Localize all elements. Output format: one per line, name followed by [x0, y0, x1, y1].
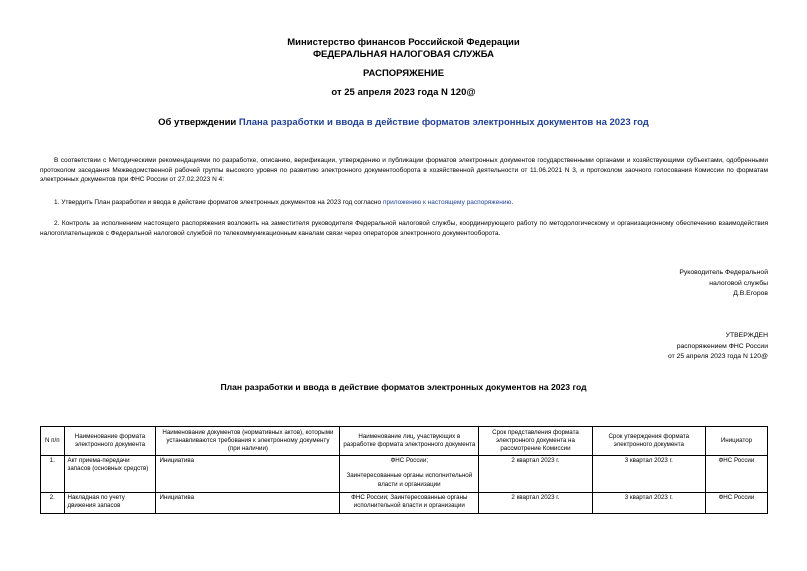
cell-num: 2. [41, 493, 65, 514]
approval-block [668, 331, 768, 363]
paragraph-item-2: 2. Контроль за исполнением настоящего распоряжения возложить на заместителя руководителя Федеральной налоговой службы, координирующего работу по методологическому и организационному обеспечению взаимодействия налогоплательщиков с Федеральной налоговой службой по телекоммуникационным каналам связи через операторов электронного документооборота. [40, 220, 768, 237]
cell-format-name: Акт приема-передачи запасов (основных средств) [64, 456, 156, 493]
header-format-name: Наименование формата электронного документа [64, 427, 156, 456]
document-title [0, 117, 807, 128]
service-name: ФЕДЕРАЛЬНАЯ НАЛОГОВАЯ СЛУЖБА [312, 49, 495, 60]
signature-position-line1: Руководитель Федеральной [679, 269, 768, 276]
item-1-suffix: . [511, 199, 514, 206]
ministry-name: Министерство финансов Российской Федерации [287, 37, 520, 48]
header-initiator: Инициатор [705, 427, 767, 456]
header-approve-deadline: Срок утверждения формата электронного документа [592, 427, 705, 456]
cell-format-name: Накладная по учету движения запасов [64, 493, 156, 514]
header-submit-deadline: Срок представления формата электронного документа на рассмотрение Комиссии [479, 427, 592, 456]
header-num: N п/п [41, 427, 65, 456]
cell-approve-deadline: 3 квартал 2023 г. [592, 456, 705, 493]
approval-line2: распоряжением ФНС России [676, 342, 768, 350]
participants-secondary: Заинтересованные органы исполнительной власти и организации [346, 472, 473, 488]
cell-initiator: ФНС России [705, 493, 767, 514]
table-header-row [41, 427, 768, 456]
cell-approve-deadline: 3 квартал 2023 г. [592, 493, 705, 514]
paragraph-preamble: В соответствии с Методическими рекомендациями по разработке, описанию, верификации, утверждению и публикации форматов электронных документов государственными органами и хозяйствующими субъектами, одобренными протоколом заседания Межведомственной рабочей группы высокого уровня по развитию электронного документооборота в хозяйственной деятельности от 11.06.2021 N 3, и протоколом заочного голосования Комиссии по форматам электронных документов при ФНС России от 27.02.2023 N 4: [40, 157, 768, 183]
table-row [41, 493, 768, 514]
cell-submit-deadline: 2 квартал 2023 г. [479, 456, 592, 493]
header-documents: Наименование документов (нормативных актов), которыми устанавливаются требования к электронному документу (при наличии) [156, 427, 340, 456]
paragraph-item-1 [40, 198, 768, 208]
cell-documents: Инициатива [156, 493, 340, 514]
participants-primary: ФНС России; [390, 457, 429, 464]
cell-documents: Инициатива [156, 456, 340, 493]
title-prefix: Об утверждении [158, 117, 239, 128]
appendix-link[interactable]: приложению к настоящему распоряжению [382, 199, 512, 206]
header-participants: Наименование лиц, участвующих в разработке формата электронного документа [340, 427, 479, 456]
signature-name: Д.В.Егоров [733, 290, 768, 297]
approval-line3: от 25 апреля 2023 года N 120@ [667, 353, 768, 360]
signature-block [679, 268, 768, 300]
cell-submit-deadline: 2 квартал 2023 г. [479, 493, 592, 514]
cell-initiator: ФНС России [705, 456, 767, 493]
document-type: РАСПОРЯЖЕНИЕ [362, 68, 445, 79]
document-date-number: от 25 апреля 2023 года N 120@ [331, 87, 476, 98]
title-link[interactable]: Плана разработки и ввода в действие форматов электронных документов на 2023 год [238, 117, 649, 128]
item-1-text: 1. Утвердить План разработки и ввода в действие форматов электронных документов на 2023 год согласно [54, 199, 383, 206]
cell-participants: ФНС России; Заинтересованные органы исполнительной власти и организации [340, 493, 479, 514]
plan-table [40, 426, 768, 514]
signature-position-line2: налоговой службы [709, 279, 768, 287]
plan-title: План разработки и ввода в действие форматов электронных документов на 2023 год [220, 382, 587, 392]
cell-num: 1. [41, 456, 65, 493]
cell-participants [340, 456, 479, 493]
approval-line1: УТВЕРЖДЕН [725, 332, 768, 339]
table-row [41, 456, 768, 493]
